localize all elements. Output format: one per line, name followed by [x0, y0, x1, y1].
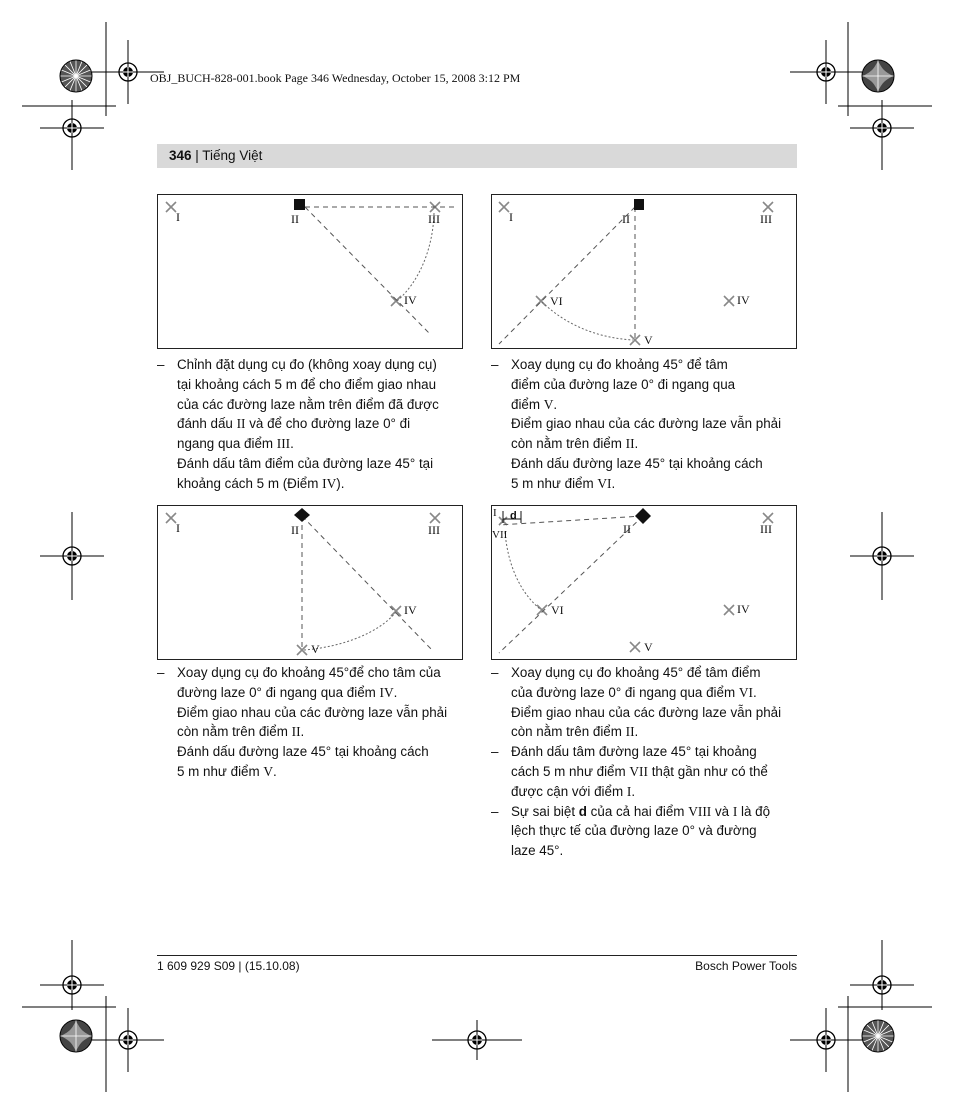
- list-item: – Sự sai biệt d của cả hai điểm VIII và I là độ lệch thực tế của đường laze 0° và đường laze 45°.: [491, 803, 771, 859]
- label-II: II: [623, 522, 631, 536]
- label-I: I: [493, 507, 497, 519]
- label-V: V: [311, 642, 320, 656]
- label-IV: IV: [404, 293, 417, 307]
- label-VII: VII: [492, 529, 508, 541]
- label-VI: VI: [550, 294, 563, 308]
- device-diamond-icon: [294, 508, 310, 522]
- header-text: [169, 148, 262, 163]
- mark-cross-icon: [166, 513, 440, 655]
- list-item: – Xoay dụng cụ đo khoảng 45°để cho tâm của đường laze 0° đi ngang qua điểm IV. Điểm giao nhau của các đường laze vẫn phải còn nằm trên điểm II. Đánh dấu đường laze 45° tại khoảng cách 5 m như điểm V.: [157, 665, 448, 779]
- label-III: III: [760, 522, 772, 536]
- label-I: I: [176, 521, 180, 535]
- instruction-4: [491, 663, 797, 861]
- label-I: I: [176, 210, 180, 224]
- device-square-icon: [294, 199, 305, 210]
- figure-3-drawing: [157, 505, 463, 660]
- list-item: – Xoay dụng cụ đo khoảng 45° để tâm điểm của đường laze 0° đi ngang qua điểm V. Điểm giao nhau của các đường laze vẫn phải còn nằm trên điểm II. Đánh dấu đường laze 45° tại khoảng cách 5 m như điểm VI.: [491, 357, 782, 491]
- footer-doc-number: 1 609 929 S09 | (15.10.08): [157, 959, 300, 973]
- mark-cross-icon: [499, 513, 773, 652]
- mark-cross-icon: [166, 202, 440, 306]
- figure-1-drawing: [157, 194, 463, 349]
- instruction-1: [157, 355, 449, 494]
- header-language: Tiếng Việt: [202, 148, 263, 163]
- label-V: V: [644, 333, 653, 347]
- device-square-icon: [634, 199, 644, 210]
- figure-1: [157, 194, 463, 349]
- label-II: II: [291, 212, 299, 226]
- figure-3: [157, 505, 463, 660]
- instruction-3: [157, 663, 463, 782]
- label-IV: IV: [404, 603, 417, 617]
- list-item: – Xoay dụng cụ đo khoảng 45° để tâm điểm của đường laze 0° đi ngang qua điểm VI. Điểm giao nhau của các đường laze vẫn phải còn nằm trên điểm II.: [491, 665, 782, 740]
- label-III: III: [428, 212, 440, 226]
- label-d: d: [510, 510, 517, 522]
- label-II: II: [622, 212, 630, 226]
- figure-2: [491, 194, 797, 349]
- list-item: – Chỉnh đặt dụng cụ đo (không xoay dụng cụ) tại khoảng cách 5 m để cho điểm giao nhau của các đường laze nằm trên điểm đã được đánh dấu II và để cho đường laze 0° đi ngang qua điểm III. Đánh dấu tâm điểm của đường laze 45° tại khoảng cách 5 m (Điểm IV).: [157, 357, 439, 491]
- label-V: V: [644, 640, 653, 654]
- footer-brand: Bosch Power Tools: [695, 959, 797, 973]
- label-III: III: [428, 523, 440, 537]
- header-separator: |: [191, 148, 203, 163]
- label-II: II: [291, 523, 299, 537]
- device-diamond-icon: [635, 508, 651, 524]
- figure-4-drawing: [491, 505, 797, 660]
- instruction-2: [491, 355, 797, 494]
- label-VI: VI: [551, 603, 564, 617]
- figure-2-drawing: [491, 194, 797, 349]
- list-item: – Đánh dấu tâm đường laze 45° tại khoảng cách 5 m như điểm VII thật gần như có thể được cận với điểm I.: [491, 744, 768, 799]
- label-I: I: [509, 210, 513, 224]
- label-IV: IV: [737, 293, 750, 307]
- footer-rule: [157, 955, 797, 956]
- label-III: III: [760, 212, 772, 226]
- page-number: 346: [169, 148, 192, 163]
- mark-cross-icon: [499, 202, 773, 345]
- page-header: [157, 144, 797, 168]
- print-slug: OBJ_BUCH-828-001.book Page 346 Wednesday, October 15, 2008 3:12 PM: [150, 71, 521, 85]
- figure-4: [491, 505, 797, 660]
- label-IV: IV: [737, 602, 750, 616]
